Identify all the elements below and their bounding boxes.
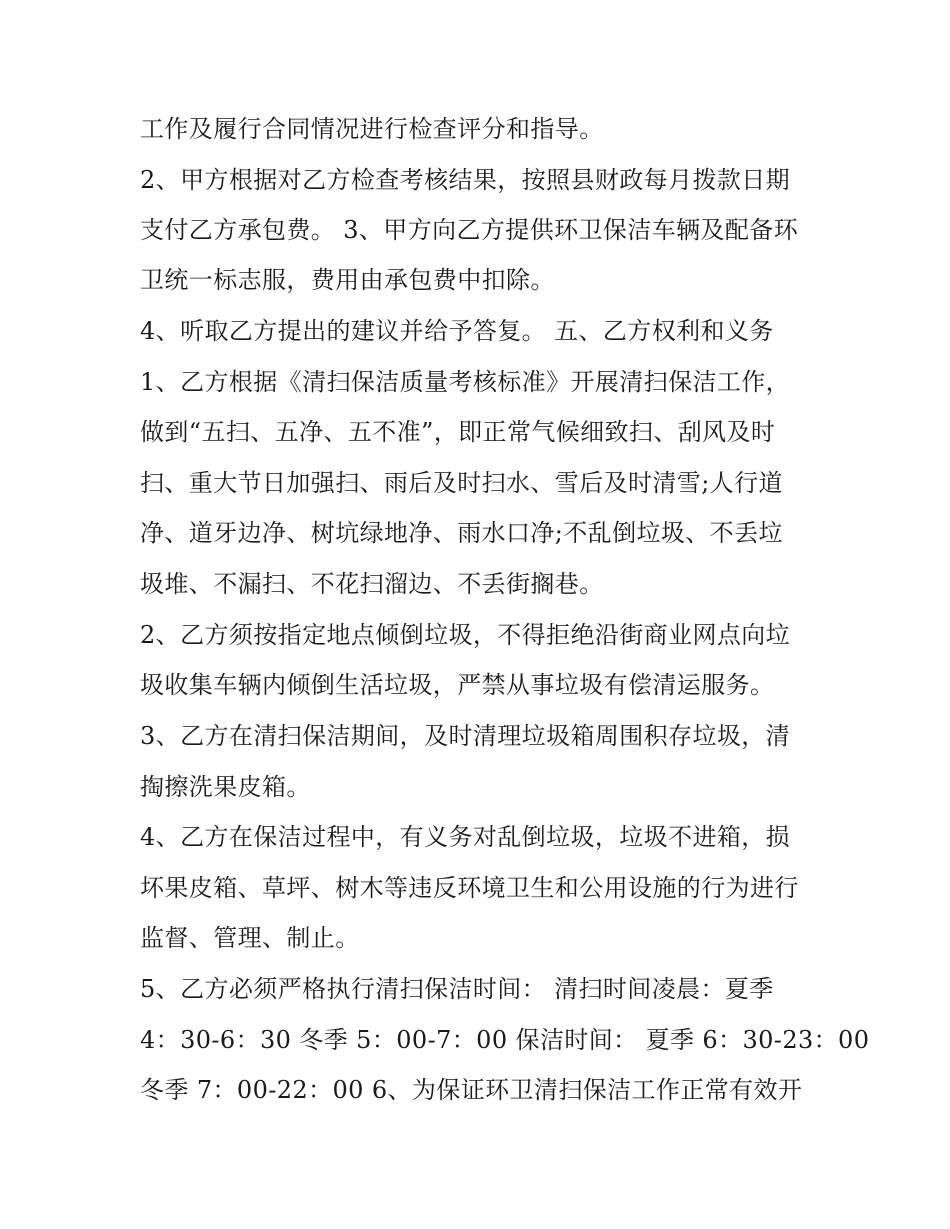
text-line: 5、乙方必须严格执行清扫保洁时间： 清扫时间凌晨：夏季	[140, 975, 774, 1003]
text-line: 扫、重大节日加强扫、雨后及时扫水、雪后及时清雪;人行道	[140, 469, 783, 497]
text-line: 坏果皮箱、草坪、树木等违反环境卫生和公用设施的行为进行	[140, 874, 799, 902]
text-line: 4、听取乙方提出的建议并给予答复。 五、乙方权利和义务	[140, 317, 774, 345]
text-line: 支付乙方承包费。 3、甲方向乙方提供环卫保洁车辆及配备环	[140, 216, 799, 244]
text-line: 4：30-6：30 冬季 5：00-7：00 保洁时间： 夏季 6：30-23：00	[140, 1026, 870, 1054]
text-line: 1、乙方根据《清扫保洁质量考核标准》开展清扫保洁工作，	[140, 368, 791, 396]
text-line: 卫统一标志服，费用由承包费中扣除。	[140, 266, 555, 294]
text-line: 做到“五扫、五净、五不准”，即正常气候细致扫、刮风及时	[140, 418, 776, 446]
text-line: 圾收集车辆内倾倒生活垃圾，严禁从事垃圾有偿清运服务。	[140, 671, 775, 699]
text-line: 监督、管理、制止。	[140, 924, 360, 952]
text-line: 4、乙方在保洁过程中，有义务对乱倒垃圾，垃圾不进箱，损	[140, 823, 791, 851]
text-line: 冬季 7：00-22：00 6、为保证环卫清扫保洁工作正常有效开	[140, 1076, 803, 1104]
text-line: 圾堆、不漏扫、不花扫溜边、不丢街搁巷。	[140, 570, 604, 598]
text-line: 2、乙方须按指定地点倾倒垃圾，不得拒绝沿街商业网点向垃	[140, 621, 791, 649]
text-line: 工作及履行合同情况进行检查评分和指导。	[140, 115, 604, 143]
text-line: 净、道牙边净、树坑绿地净、雨水口净;不乱倒垃圾、不丢垃	[140, 519, 783, 547]
text-line: 掏擦洗果皮箱。	[140, 773, 311, 801]
text-line: 3、乙方在清扫保洁期间，及时清理垃圾箱周围积存垃圾，清	[140, 722, 791, 750]
text-line: 2、甲方根据对乙方检查考核结果，按照县财政每月拨款日期	[140, 166, 791, 194]
